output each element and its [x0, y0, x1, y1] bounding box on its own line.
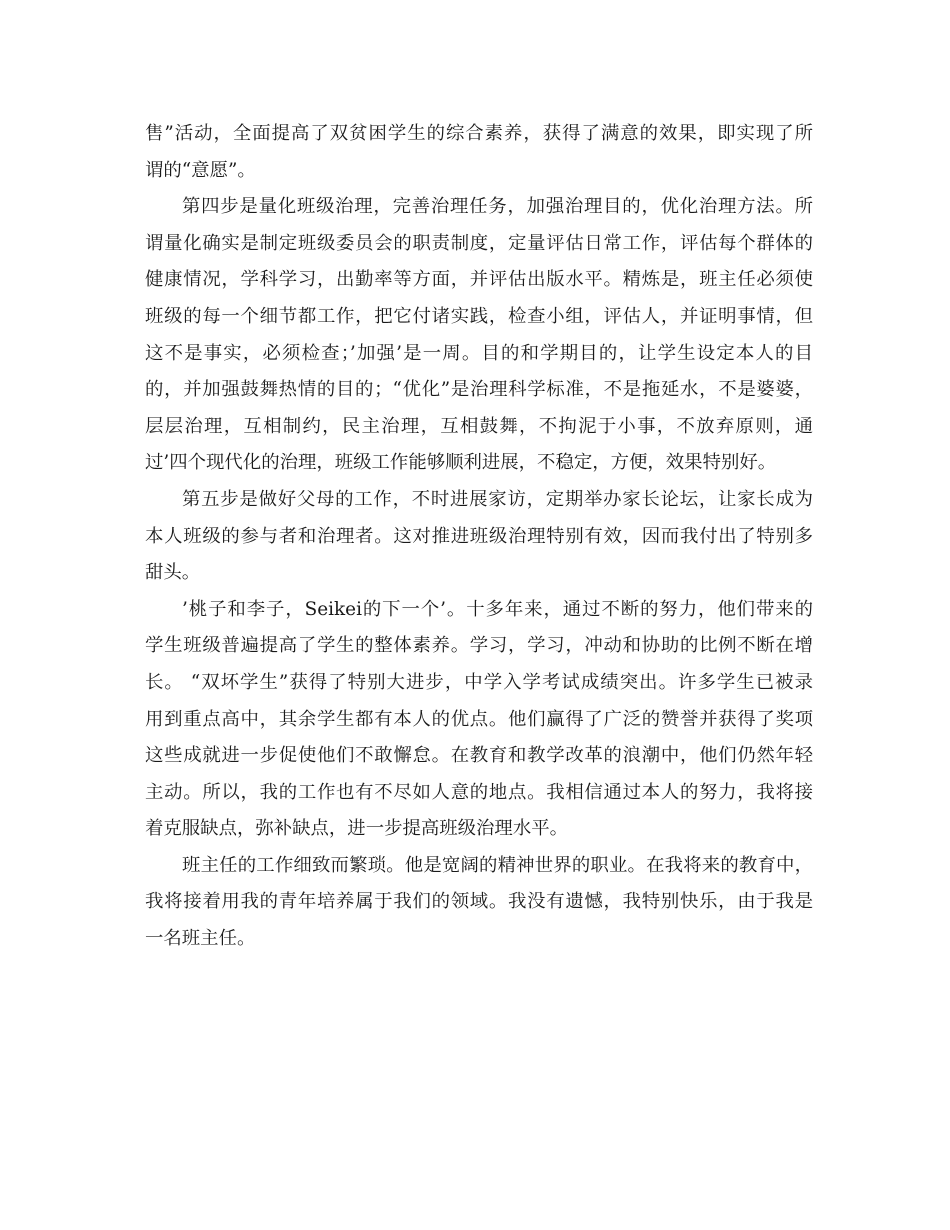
text-line: 谓量化确实是制定班级委员会的职责制度，定量评估日常工作，评估每个群体的	[145, 232, 813, 254]
text-line: 主动。所以，我的工作也有不尽如人意的地点。我相信通过本人的努力，我将接	[145, 781, 813, 803]
text-line: 用到重点高中，其余学生都有本人的优点。他们赢得了广泛的赞誉并获得了奖项	[145, 708, 813, 730]
text-line: 健康情况，学科学习，出勤率等方面，并评估出版水平。精炼是，班主任必须使	[145, 269, 813, 291]
text-line: 层层治理，互相制约，民主治理，互相鼓舞，不拘泥于小事，不放弃原则，通	[145, 415, 813, 437]
text-line: 学生班级普遍提高了学生的整体素养。学习，学习，冲动和协助的比例不断在增	[145, 635, 813, 657]
document-body	[145, 116, 813, 958]
text-line: 谓的“意愿”。	[145, 159, 256, 181]
text-line: 班级的每一个细节都工作，把它付诸实践，检查小组，评估人，并证明事情，但	[145, 305, 813, 327]
text-line: 售”活动，全面提高了双贫困学生的综合素养，获得了满意的效果，即实现了所	[145, 123, 813, 144]
text-line: 第四步是量化班级治理，完善治理任务，加强治理目的，优化治理方法。所	[182, 196, 813, 218]
text-line: 这些成就进一步促使他们不敢懈怠。在教育和教学改革的浪潮中，他们仍然年轻	[145, 745, 813, 767]
text-line: 长。 “双坏学生”获得了特别大进步，中学入学考试成绩突出。许多学生已被录	[145, 671, 813, 693]
paragraph-2	[145, 189, 813, 482]
text-line: 一名班主任。	[145, 928, 256, 950]
paragraph-1	[145, 116, 813, 189]
paragraph-5	[145, 848, 813, 958]
text-line: 的，并加强鼓舞热情的目的；“优化”是治理科学标准，不是拖延水，不是婆婆，	[145, 379, 813, 401]
text-line: 第五步是做好父母的工作，不时进展家访，定期举办家长论坛，让家长成为	[182, 488, 813, 510]
text-line: 着克服缺点，弥补缺点，进一步提高班级治理水平。	[145, 818, 568, 840]
text-line: 甜头。	[145, 562, 201, 584]
text-line: 班主任的工作细致而繁琐。他是宽阔的精神世界的职业。在我将来的教育中，	[182, 854, 813, 876]
text-line: 我将接着用我的青年培养属于我们的领域。我没有遗憾，我特别快乐，由于我是	[145, 891, 813, 913]
paragraph-4	[145, 592, 813, 848]
text-line: 过’四个现代化的治理，班级工作能够顺利进展，不稳定，方便，效果特别好。	[145, 452, 777, 474]
text-line: 本人班级的参与者和治理者。这对推进班级治理特别有效，因而我付出了特别多	[145, 525, 813, 547]
paragraph-3	[145, 482, 813, 592]
text-line: ’桃子和李子，Seikei的下一个’。十多年来，通过不断的努力，他们带来的	[182, 598, 813, 620]
text-line: 这不是事实，必须检查；’加强’是一周。目的和学期目的，让学生设定本人的目	[145, 342, 813, 364]
